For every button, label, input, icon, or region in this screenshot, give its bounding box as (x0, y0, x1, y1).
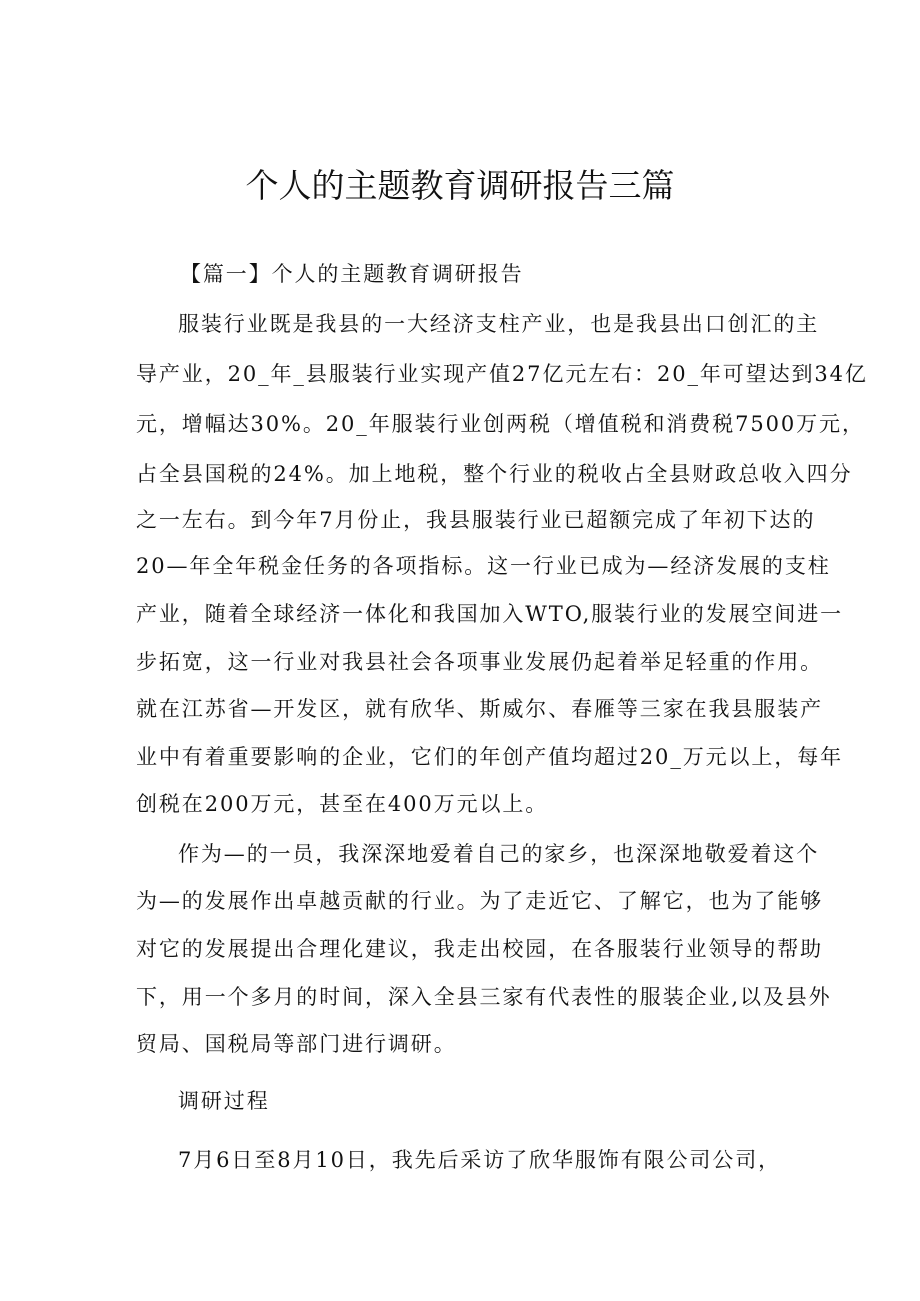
paragraph-2-line-3: 对它的发展提出合理化建议，我走出校园，在各服装行业领导的帮助 (136, 937, 823, 961)
paragraph-1-line-3: 元，增幅达30%。20_年服装行业创两税（增值税和消费税7500万元， (136, 412, 865, 436)
section-heading: 【篇一】个人的主题教育调研报告 (180, 262, 524, 286)
paragraph-1-line-5: 之一左右。到今年7月份止，我县服装行业已超额完成了年初下达的 (136, 508, 816, 532)
paragraph-2-line-5: 贸局、国税局等部门进行调研。 (136, 1032, 457, 1056)
paragraph-3-line-1: 7月6日至8月10日，我先后采访了欣华服饰有限公司公司， (178, 1148, 782, 1172)
paragraph-2-line-4: 下，用一个多月的时间，深入全县三家有代表性的服装企业,以及县外 (136, 985, 832, 1009)
paragraph-1-line-1: 服装行业既是我县的一大经济支柱产业，也是我县出口创汇的主 (178, 312, 820, 336)
paragraph-2-line-2: 为—的发展作出卓越贡献的行业。为了走近它、了解它，也为了能够 (136, 889, 823, 913)
paragraph-1-line-7: 产业，随着全球经济一体化和我国加入WTO,服装行业的发展空间进一 (136, 602, 844, 626)
paragraph-1-line-2: 导产业，20_年_县服装行业实现产值27亿元左右：20_年可望达到34亿 (136, 362, 868, 386)
document-title: 个人的主题教育调研报告三篇 (245, 166, 675, 205)
paragraph-1-line-9: 就在江苏省—开发区，就有欣华、斯威尔、春雁等三家在我县服装产 (136, 697, 823, 721)
paragraph-1-line-11: 创税在200万元，甚至在400万元以上。 (136, 792, 549, 816)
paragraph-1-line-10: 业中有着重要影响的企业，它们的年创产值均超过20_万元以上，每年 (136, 745, 844, 769)
paragraph-1-line-6: 20—年全年税金任务的各项指标。这一行业已成为—经济发展的支柱 (136, 554, 831, 578)
paragraph-1-line-4: 占全县国税的24%。加上地税，整个行业的税收占全县财政总收入四分 (136, 462, 853, 486)
section-subheading: 调研过程 (178, 1089, 270, 1113)
paragraph-2-line-1: 作为—的一员，我深深地爱着自己的家乡，也深深地敬爱着这个 (178, 842, 820, 866)
paragraph-1-line-8: 步拓宽，这一行业对我县社会各项事业发展仍起着举足轻重的作用。 (136, 650, 823, 674)
